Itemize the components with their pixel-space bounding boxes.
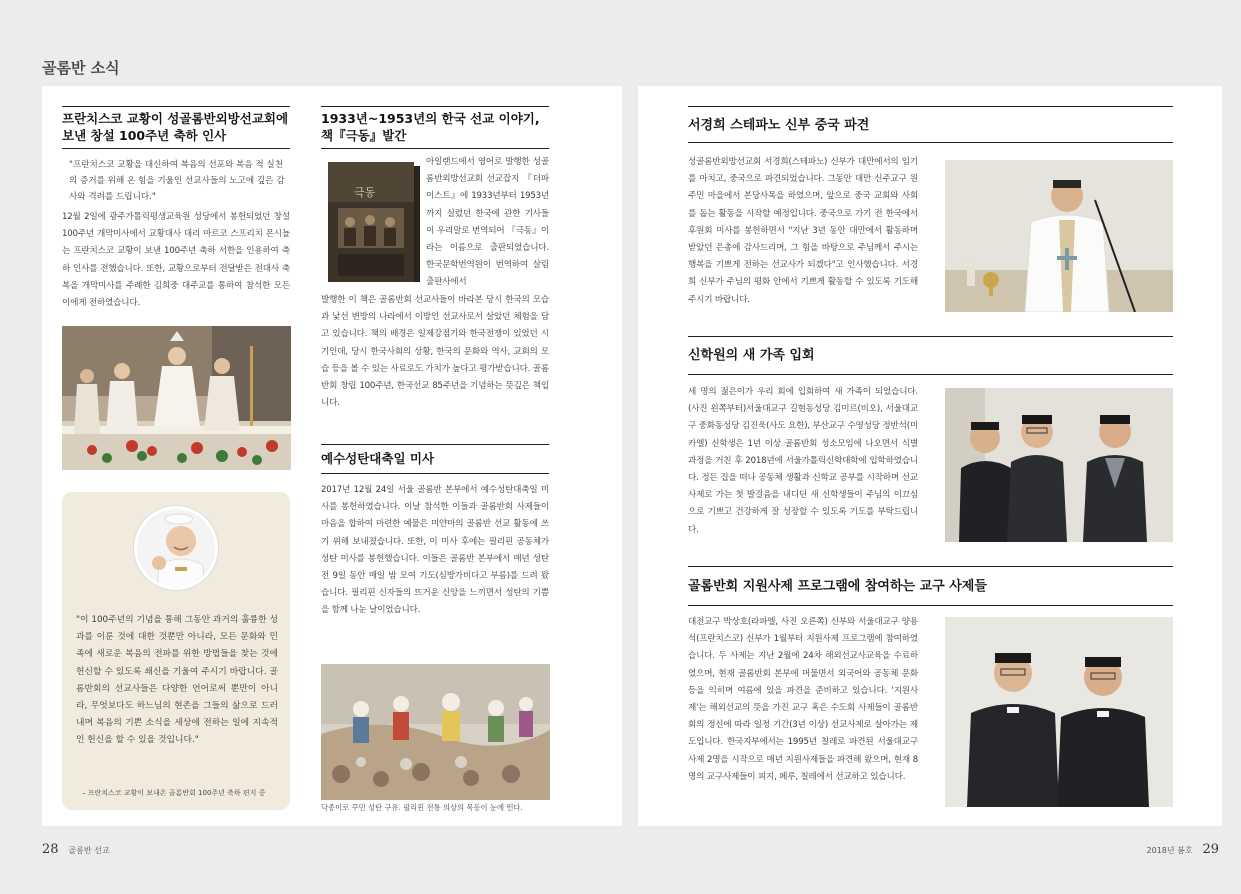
left-page-number: 28	[42, 842, 59, 857]
priests-photo-image	[945, 617, 1173, 807]
seminary-top-rule	[688, 336, 1173, 337]
pope-intro-quote: "프란치스코 교황을 대신하여 복음의 선포와 복음 적 실천의 증거를 위해 온 힘을 기울인 선교사들의 노고에 깊은 감사와 격려를 드립니다."	[69, 160, 285, 202]
china-article-body: 성골롬반외방선교회 서경희(스테파노) 신부가 대만에서의 임기를 마치고, 중국으로 파견되었습니다. 그동안 대만 신주교구 원주민 마을에서 본당사목을 하였으며, 앞으로 중국 교회와 사회를 돕는 활동을 시작할 예정입니다. 중국으로 가기 전 한국에서 후원회 미사를 봉헌하면서 "지난 3년 동안 대만에서 활동하며 받았던 은총에 감사드리며, 그 힘을 바탕으로 주님께서 주시는 행복을 기쁘게 전하는 선교사가 되겠다"고 인사했습니다. 서경희 신부가 주님의 평화 안에서 기쁘게 활동할 수 있도록 기도해 주시기 바랍니다.	[688, 157, 918, 305]
priests-title-rule	[688, 605, 1173, 606]
seminary-title-rule	[688, 374, 1173, 375]
priests-article-title: 골롬반회 지원사제 프로그램에 참여하는 교구 사제들	[688, 579, 987, 594]
book-cover-title: 극동	[354, 186, 376, 199]
pope-portrait	[134, 506, 218, 590]
china-article	[688, 106, 1173, 142]
book-body-side: 아일랜드에서 영어로 발행한 성골롬반외방선교회 선교잡지 『더파이스트』에 1933년부터 1953년까지 실렸던 한국에 관한 기사들이 우리말로 번역되어 『극동』이라는 이름으로 출판되었습니다. 한국문학번역원이 번역하여 살림출판사에서	[426, 157, 549, 288]
seminarians-photo-image	[945, 388, 1173, 542]
mass-photo	[62, 326, 291, 470]
priests-photo	[945, 617, 1173, 807]
left-page	[42, 86, 622, 826]
christmas-article-title: 예수성탄대축일 미사	[321, 444, 549, 474]
pope-box-quote: "이 100주년의 기념을 통해 그동안 과거의 훌륭한 성과를 이룬 것에 대한 것뿐만 아니라, 모든 문화와 민족에 새로운 복음의 전파를 위한 방법들을 찾는 것에 헌신할 수 있도록 쇄신을 기울여 주시기 바랍니다. 골롬반회의 선교사들은 다양한 언어로써 뿐만이 아니라, 무엇보다도 하느님의 현존을 그들의 삶으로 드러내며 복음의 기쁜 소식을 세상에 전하는 일에 지속적인 헌신을 할 수 있을 것입니다."	[76, 615, 278, 746]
section-label: 골롬반 소식	[42, 59, 120, 77]
nativity-photo	[321, 664, 550, 800]
book-article-title: 1933년~1953년의 한국 선교 이야기, 책『극동』발간	[321, 106, 549, 149]
right-page	[638, 86, 1222, 826]
book-article	[321, 106, 549, 149]
china-title-rule	[688, 142, 1173, 143]
christmas-article	[321, 444, 549, 620]
seminary-article-body: 세 명의 젊은이가 우리 회에 입회하여 새 가족이 되었습니다. (사진 왼쪽부터)서울대교구 길현동성당 김미르(비오), 서울대교구 중화동성당 김진욱(사도 요한), 부산교구 수영성당 정반석(미카엘) 신학생은 1년 이상 골롬반회 성소모임에 나오면서 식별 과정을 거친 후 2018년에 서울가톨릭신학대학에 입학하였습니다. 정든 집을 떠나 공동체 생활과 신학교 공부를 시작하며 선교사제로 가는 첫 발걸음을 내디딘 새 신학생들이 주님의 이끄심으로 기쁘고 건강하게 잘 성장할 수 있도록 기도를 부탁드립니다.	[688, 387, 918, 535]
book-cover	[324, 158, 420, 286]
pope-quote-box	[62, 492, 290, 810]
pope-article-body: 12월 2일에 광주가톨릭평생교육원 성당에서 봉헌되었던 창설 100주년 개막미사에서 교황대사 대리 마르코 스프리치 몬시뇰는 프란치스코 교황이 보낸 100주년 축하 서한을 인용하여 축하 인사를 전했습니다. 또한, 교황으로부터 전달받은 전대사 축복을 개막미사를 주례한 김희중 대주교를 통하여 참석한 모든 이에게 전하였습니다.	[62, 212, 290, 309]
book-cover-image	[324, 158, 420, 286]
pope-box-source: – 프란치스코 교황이 보내온 골롬반회 100주년 축하 편지 중	[82, 789, 266, 797]
pope-portrait-image	[137, 509, 218, 590]
nativity-photo-caption: 닥종이로 꾸민 성탄 구유. 필리핀 전통 의상의 목동이 눈에 띈다.	[321, 803, 523, 812]
right-page-number: 29	[1202, 842, 1219, 857]
china-priest-photo-image	[945, 160, 1173, 312]
china-priest-photo	[945, 160, 1173, 312]
christmas-article-body: 2017년 12월 24일 서울 골롬반 본부에서 예수성탄대축일 미사를 봉헌하였습니다. 이날 참석한 이들과 골롬반회 사제들이 마음을 합하여 마련한 예물은 미얀마의 골롬반 선교 활동에 쓰기 위해 보내졌습니다. 또한, 이 미사 후에는 필리핀 공동체가 성탄 미사를 봉헌했습니다. 이들은 골롬반 본부에서 매년 성탄 전 9일 동안 매일 밤 모여 기도(심방가비다고 부름)를 드려 왔습니다. 필리핀 신자들의 뜨거운 신앙을 느끼면서 성탄의 기쁨을 함께 나눈 날이었습니다.	[321, 485, 549, 616]
pope-article-title: 프란치스코 교황이 성골롬반외방선교회에 보낸 창설 100주년 축하 인사	[62, 106, 290, 149]
china-article-title: 서경희 스테파노 신부 중국 파견	[688, 106, 1173, 142]
pope-article	[62, 106, 290, 312]
mass-photo-image	[62, 326, 291, 470]
footer-left	[42, 842, 110, 857]
priests-article-body: 대전교구 박상호(라파엘, 사진 오른쪽) 신부와 서울대교구 양용석(프란치스코) 신부가 1월부터 지원사제 프로그램에 참여하였습니다. 두 사제는 지난 2월에 24차 해외선교사교육을 수료하였으며, 현재 골롬반회 본부에 머물면서 외국어와 공동체 문화 등을 익히며 여름에 있을 파견을 준비하고 있습니다. '지원사제'는 해외선교의 뜻을 가진 교구 혹은 수도회 사제들이 골롬반회의 정신에 따라 일정 기간(3년 이상) 선교사제로 살아가는 제도입니다. 한국지부에서는 1995년 칠레로 파견된 서울대교구 사제 2명을 시작으로 매년 지원사제들을 파견해 왔으며, 현재 8명의 교구사제들이 피지, 페루, 칠레에서 선교하고 있습니다.	[688, 617, 918, 782]
nativity-photo-image	[321, 664, 550, 800]
seminarians-photo	[945, 388, 1173, 542]
left-publication: 골롬반 선교	[68, 846, 110, 855]
right-issue: 2018년 봄호	[1146, 846, 1193, 855]
seminary-article-title: 신학원의 새 가족 입회	[688, 348, 815, 363]
book-body-full: 발행한 이 책은 골롬반회 선교사들이 바라본 당시 한국의 모습과 낯선 변방의 나라에서 이방인 선교사로서 살았던 체험을 담고 있습니다. 책의 배경은 일제강점기와 한국전쟁이 있었던 시기인데, 당시 한국사회의 상황, 한국의 문화와 역사, 교회의 모습 등을 볼 수 있는 사료로도 가치가 높다고 평가받습니다. 골롬반회 창립 100주년, 한국선교 85주년을 기념하는 뜻깊은 책입니다.	[321, 295, 549, 409]
footer-right	[1147, 842, 1219, 857]
priests-top-rule	[688, 566, 1173, 567]
